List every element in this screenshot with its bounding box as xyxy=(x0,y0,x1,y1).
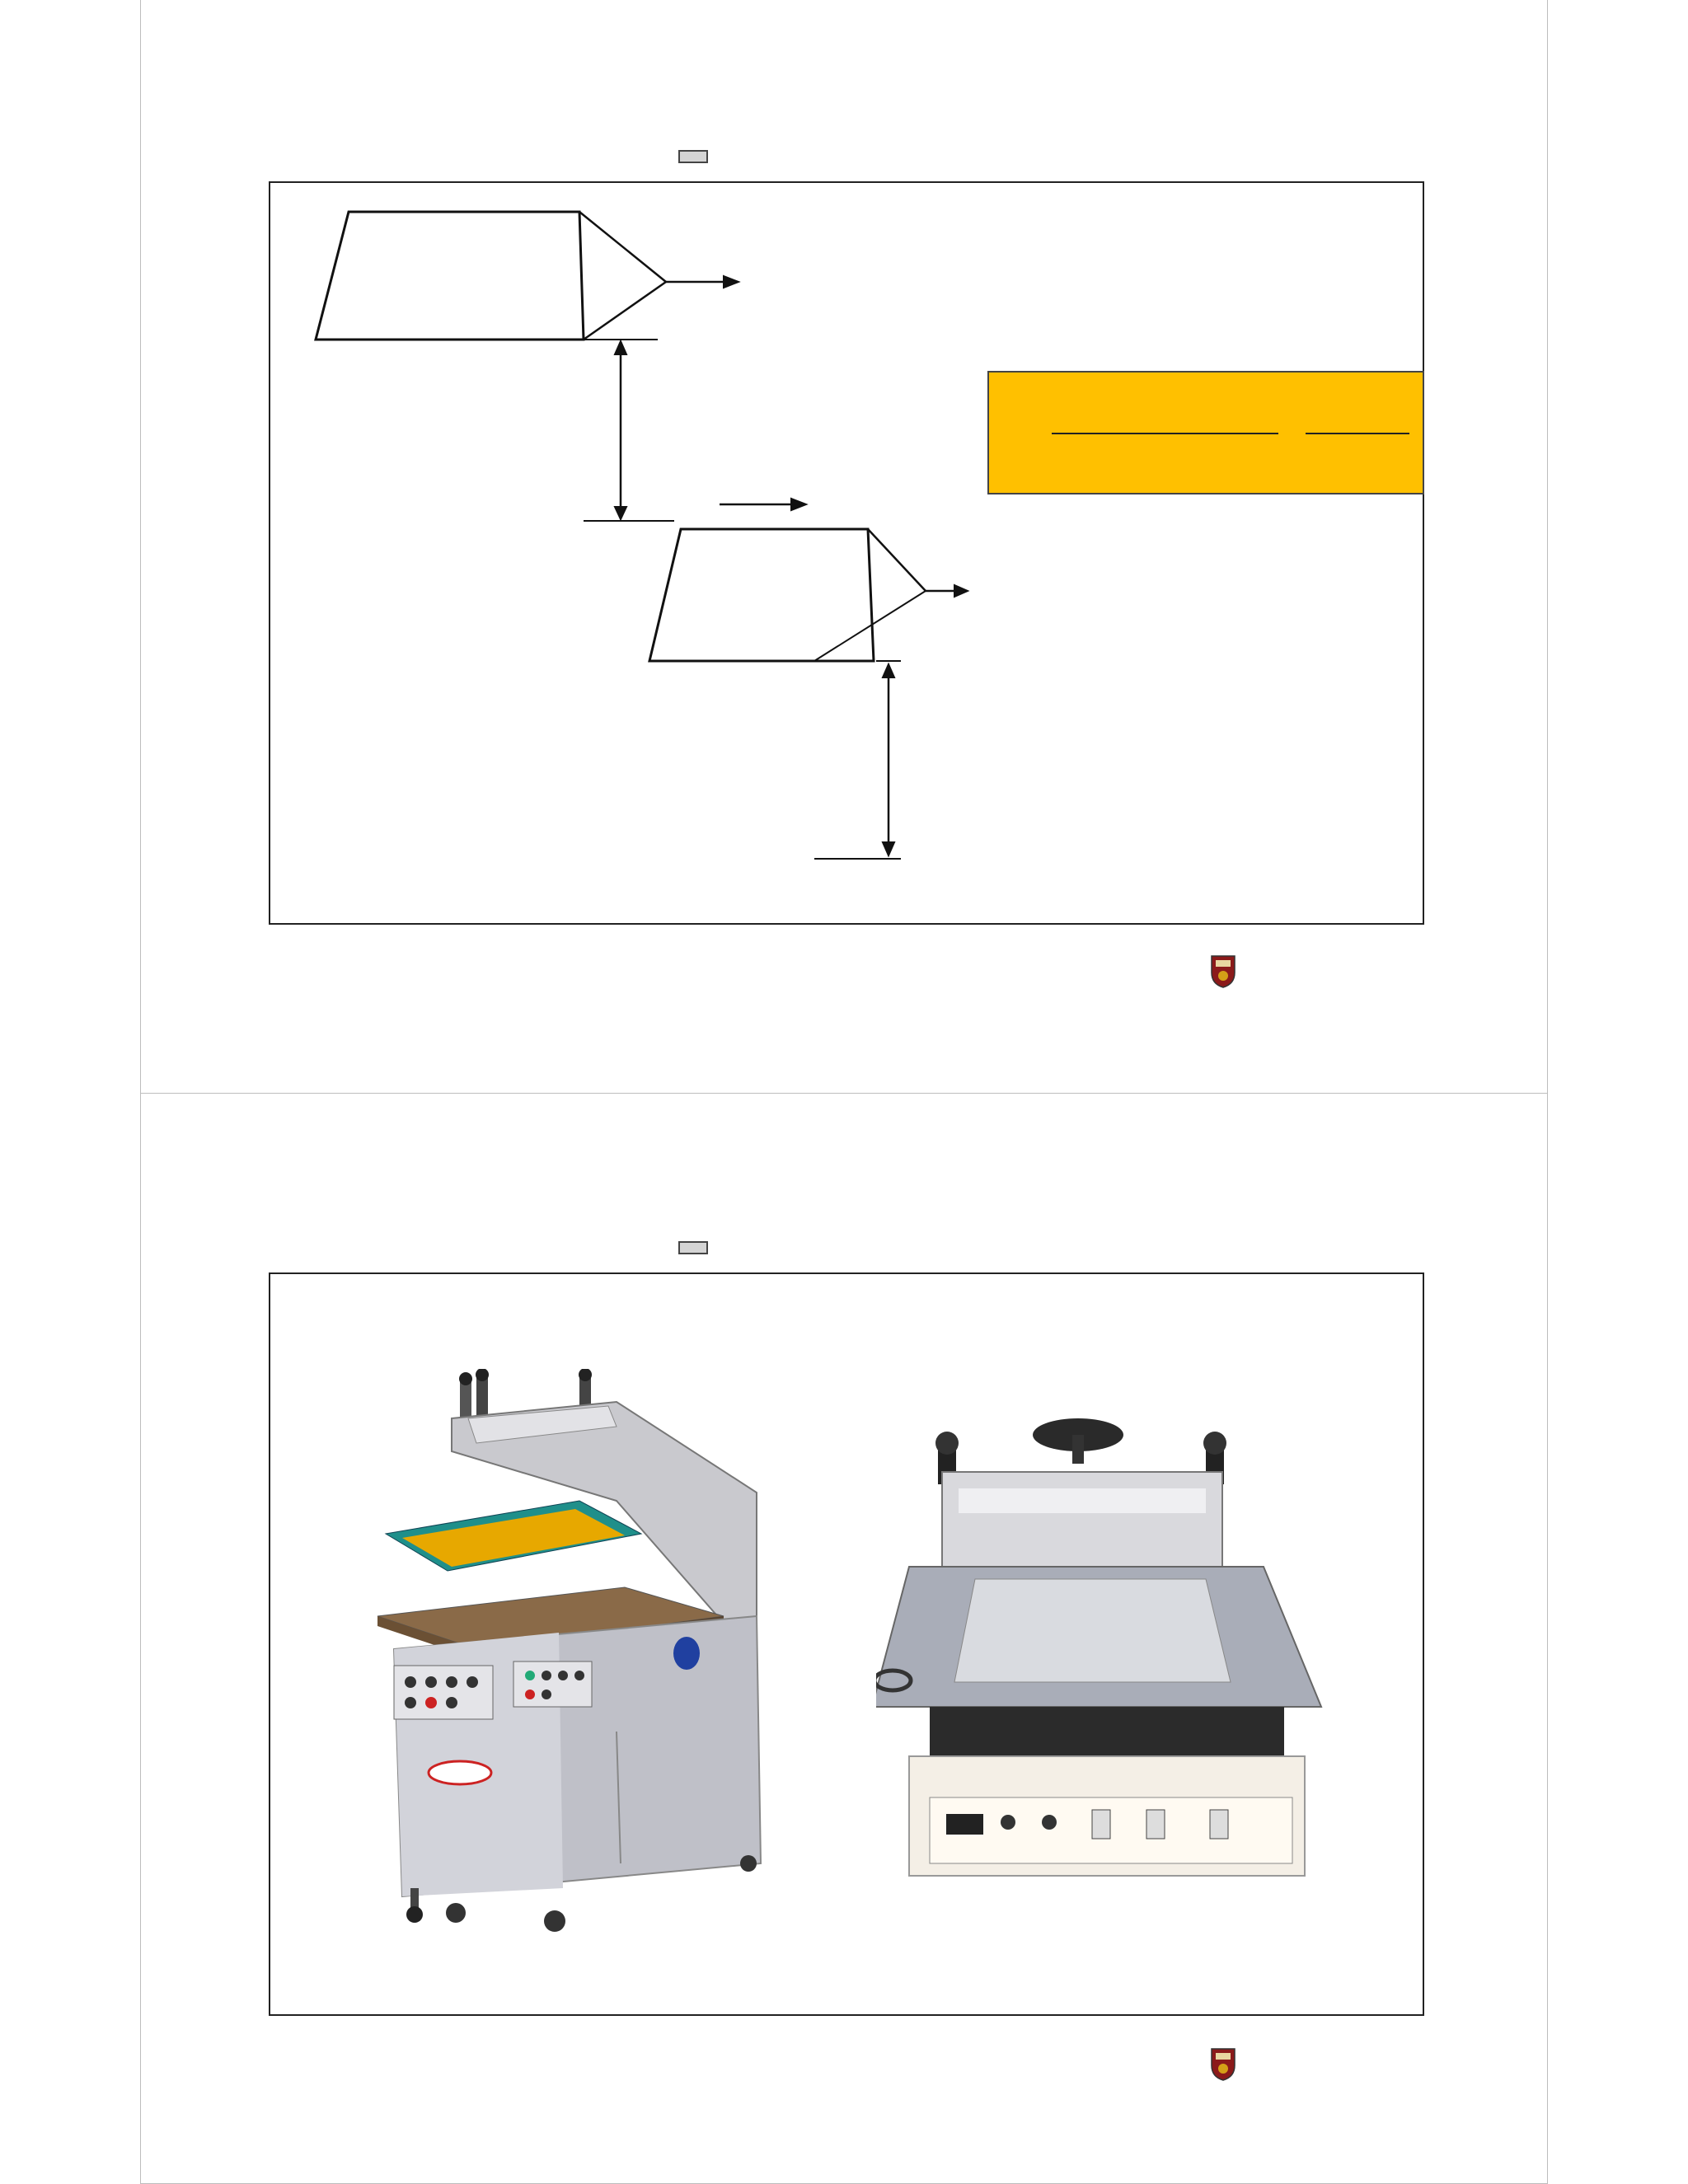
korea-university-logo xyxy=(1209,953,1245,989)
slide-title xyxy=(678,150,708,163)
fraction-line-2 xyxy=(1306,433,1409,434)
semi-automatic-printer-image xyxy=(369,1369,798,1938)
slide-page-2 xyxy=(140,1093,1548,2184)
viscosity-model-figure xyxy=(287,191,987,900)
university-crest-icon xyxy=(1209,2046,1237,2082)
slide-frame xyxy=(269,181,1424,925)
fraction-line-1 xyxy=(1052,433,1278,434)
viscosity-formula-box xyxy=(987,371,1424,494)
slide-frame xyxy=(269,1272,1424,2016)
korea-university-logo xyxy=(1209,2046,1245,2082)
manual-printer-image xyxy=(876,1410,1338,1913)
slide-title xyxy=(678,1241,708,1254)
slide-page-1 xyxy=(140,0,1548,1094)
university-crest-icon xyxy=(1209,953,1237,989)
